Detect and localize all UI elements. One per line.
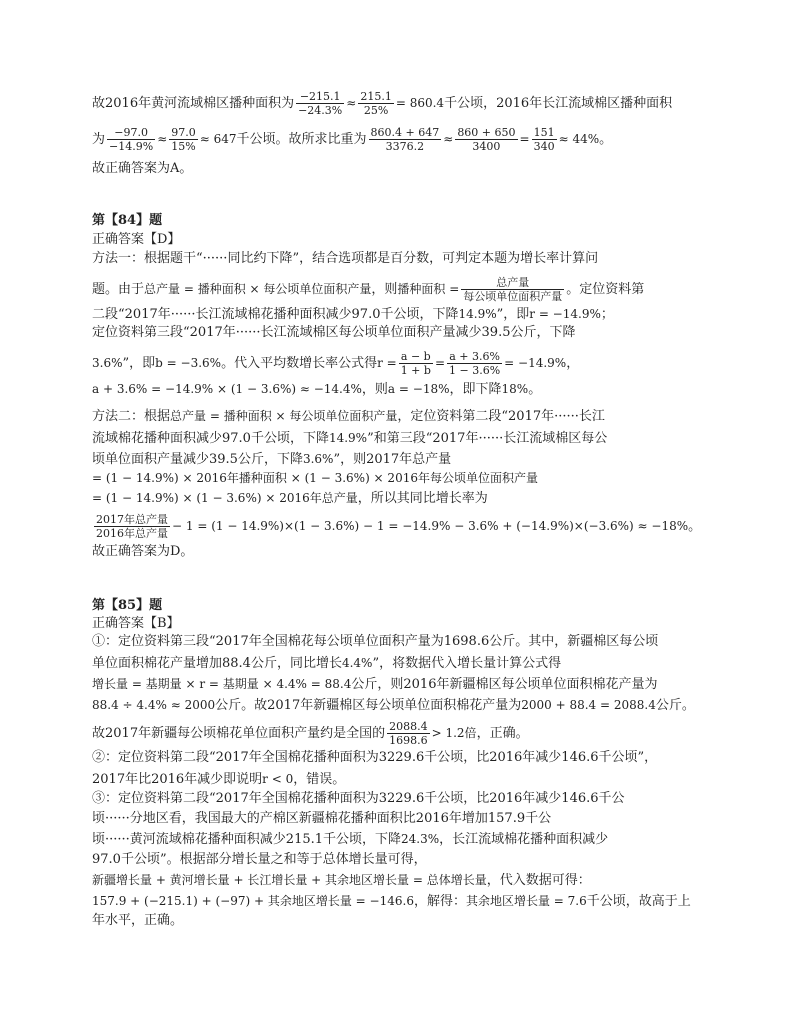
math: 播种面积 = bbox=[397, 282, 460, 296]
math: 总产量 = 播种面积 × 每公顷单位面积产量 bbox=[144, 282, 372, 296]
text: ”和第三段“2017年······长江流域棉区每公 bbox=[367, 431, 608, 446]
math: ≈ bbox=[157, 132, 168, 146]
q84-title: 第【84】题 bbox=[92, 213, 163, 228]
math: 157.9 + (−215.1) + (−97) + 其余地区增长量 = −146.6 bbox=[92, 894, 414, 908]
text: ； bbox=[600, 307, 614, 322]
text: ”，即 bbox=[496, 307, 530, 322]
fraction bbox=[387, 720, 430, 747]
fraction bbox=[107, 126, 155, 153]
q84-answer: 正确答案【D】 bbox=[92, 232, 181, 247]
math: a = −18% bbox=[387, 382, 450, 396]
text: ”，则2017年总产量 bbox=[333, 452, 452, 467]
math: 18% bbox=[501, 382, 529, 396]
numerator: 总产量 bbox=[461, 276, 564, 290]
math: 3.6% bbox=[92, 356, 123, 370]
text: 2017年比2016年减少即说明 bbox=[92, 772, 263, 787]
text: ，则 bbox=[361, 382, 388, 397]
text: 故2016年黄河流域棉区播种面积为 bbox=[92, 96, 295, 111]
math: ≈ bbox=[443, 132, 454, 146]
math: r < 0 bbox=[262, 772, 294, 786]
math: r = −14.9% bbox=[529, 307, 601, 321]
numerator: 860 + 650 bbox=[457, 126, 516, 139]
numerator: 215.1 bbox=[360, 90, 392, 103]
q84-line-12 bbox=[92, 513, 701, 540]
numerator: −97.0 bbox=[107, 126, 155, 140]
text: ，长江流域棉花播种面积减少 bbox=[439, 832, 609, 847]
numerator: 97.0 bbox=[171, 126, 196, 139]
text: ，解得： bbox=[413, 894, 466, 909]
q84-line-4: 定位资料第三段“2017年······长江流域棉区每公顷单位面积产量减少39.5公斤，下降 bbox=[92, 325, 576, 340]
numerator: a − b bbox=[399, 350, 433, 364]
numerator: 151 bbox=[533, 126, 555, 139]
q85-line-13 bbox=[92, 893, 691, 910]
q84-line-10: = (1 − 14.9%) × 2016年播种面积 × (1 − 3.6%) × 2016年每公顷单位面积产量 bbox=[92, 471, 538, 485]
text: 为 bbox=[92, 132, 106, 147]
q85-title: 第【85】题 bbox=[92, 598, 163, 613]
q85-line-9: 顷······分地区看，我国最大的产棉区新疆棉花播种面积比2016年增加157.9千公 bbox=[92, 811, 552, 826]
q84-line-8 bbox=[92, 430, 607, 447]
denominator: 15% bbox=[171, 140, 196, 153]
math: 4.4% bbox=[341, 656, 373, 670]
q84-line-6 bbox=[92, 381, 541, 398]
math: ≈ 647 bbox=[199, 132, 237, 146]
fraction bbox=[399, 350, 433, 377]
math: = (1 − 14.9%) × (1 − 3.6%) × 2016年总产量 bbox=[92, 491, 358, 505]
text: 故2017年新疆每公顷棉花单位面积产量约是全国的 bbox=[92, 726, 386, 741]
denominator: 1 − 3.6% bbox=[449, 364, 501, 377]
denominator: 每公顷单位面积产量 bbox=[463, 290, 563, 303]
text: ”，即 bbox=[122, 356, 156, 371]
q85-line-1: ①：定位资料第三段“2017年全国棉花每公顷单位面积产量为1698.6公斤。其中，新疆棉区每公顷 bbox=[92, 634, 659, 649]
math: 总产量 = 播种面积 × 每公顷单位面积产量 bbox=[170, 409, 398, 423]
math: 其余地区增长量 = 7.6 bbox=[465, 894, 587, 908]
math: r = bbox=[377, 356, 397, 370]
numerator: 860.4 + 647 bbox=[370, 126, 440, 139]
text: 公斤。故2017年新疆棉区每公顷单位面积棉花产量为 bbox=[215, 698, 522, 713]
q84-line-3 bbox=[92, 306, 614, 323]
math: 88.4 ÷ 4.4% ≈ 2000 bbox=[92, 698, 216, 712]
math: 2000 + 88.4 = 2088.4 bbox=[521, 698, 656, 712]
text: 流域棉花播种面积减少97.0千公顷，下降 bbox=[92, 431, 329, 446]
denominator: −24.3% bbox=[298, 104, 343, 117]
q84-line-11 bbox=[92, 490, 488, 507]
text: 。 bbox=[688, 519, 702, 534]
text: 顷······黄河流域棉花播种面积减少215.1千公顷，下降 bbox=[92, 832, 402, 847]
math: 14.9% bbox=[458, 307, 497, 321]
denominator: 1698.6 bbox=[389, 734, 428, 747]
fraction bbox=[369, 126, 442, 153]
p1-line-1 bbox=[92, 90, 672, 117]
q85-line-2 bbox=[92, 655, 561, 672]
p1-line-2: 为 $\frac{-97.0}{-14.9\%}$ ≈ $\frac{97.0}{15\%}$ ≈ 647千公顷。故所求比重为 $\frac{860.4 + 647}{3376.2}$ ≈ $\frac{860 + 650}{3400}$ = $\frac{151}{340}$ ≈ 44%。 bbox=[92, 126, 613, 153]
text: 二段“2017年······长江流域棉花播种面积减少97.0千公顷，下降 bbox=[92, 307, 459, 322]
q85-line-12 bbox=[92, 872, 591, 889]
text: 公斤，则2016年新疆棉区每公顷单位面积棉花产量为 bbox=[351, 677, 658, 692]
text: 。代入平均数增长率公式得 bbox=[221, 356, 378, 371]
text: 题。由于 bbox=[92, 282, 145, 297]
math: b = −3.6% bbox=[155, 356, 222, 370]
text: ，正确。 bbox=[476, 726, 529, 741]
math: − 1 = (1 − 14.9%)×(1 − 3.6%) − 1 = −14.9% − 3.6% + (−14.9%)×(−3.6%) ≈ −18% bbox=[172, 519, 689, 533]
text: 千公顷，2016年长江流域棉区播种面积 bbox=[444, 96, 673, 111]
fraction bbox=[532, 126, 557, 153]
text: 。 bbox=[599, 132, 613, 147]
fraction bbox=[447, 350, 502, 377]
q85-line-6: ②：定位资料第二段“2017年全国棉花播种面积为3229.6千公顷，比2016年减少146.6千公顷”， bbox=[92, 750, 658, 765]
numerator: −215.1 bbox=[296, 90, 344, 104]
text: ，则 bbox=[371, 282, 398, 297]
text: ， bbox=[566, 356, 580, 371]
text: 公斤。 bbox=[655, 698, 695, 713]
math: 3.6% bbox=[302, 452, 334, 466]
text: 千公顷，故高于上 bbox=[586, 894, 691, 909]
fraction bbox=[358, 90, 394, 117]
q85-line-5 bbox=[92, 720, 529, 747]
numerator: a + 3.6% bbox=[447, 350, 502, 364]
text: ”，将数据代入增长量计算公式得 bbox=[372, 656, 562, 671]
numerator: 2017年总产量 bbox=[96, 513, 168, 526]
q85-conclusion: 年水平，正确。 bbox=[92, 913, 184, 928]
text: 千公顷。故所求比重为 bbox=[236, 132, 367, 147]
q84-line-5: 3.6%”，即b = −3.6%。代入平均数增长率公式得r = $\frac{a - b}{1 + b}$ = $\frac{a + 3.6\%}{1 - 3.6\%}$ = −14.9%， bbox=[92, 350, 580, 377]
math: 新疆增长量 + 黄河增长量 + 长江增长量 + 其余地区增长量 = 总体增长量 bbox=[92, 873, 487, 887]
text: 顷单位面积产量减少39.5公斤，下降 bbox=[92, 452, 303, 467]
math: 24.3% bbox=[401, 832, 440, 846]
q84-line-2 bbox=[92, 276, 644, 303]
math: a + 3.6% = −14.9% × (1 − 3.6%) ≈ −14.4% bbox=[92, 382, 362, 396]
text: 。 bbox=[528, 382, 542, 397]
denominator: 25% bbox=[363, 104, 389, 117]
text: 单位面积棉花产量增加88.4公斤，同比增长 bbox=[92, 656, 342, 671]
math: = 860.4 bbox=[395, 96, 445, 110]
numerator: 2088.4 bbox=[389, 720, 428, 733]
text: 方法二：根据 bbox=[92, 409, 171, 424]
denominator: 3376.2 bbox=[385, 140, 425, 153]
q84-conclusion: 故正确答案为D。 bbox=[92, 544, 194, 559]
math: = −14.9% bbox=[504, 356, 567, 370]
math: ≈ 44% bbox=[558, 132, 600, 146]
denominator: 1 + b bbox=[400, 364, 431, 377]
text: ，错误。 bbox=[293, 772, 346, 787]
q85-line-8: ③：定位资料第二段“2017年全国棉花播种面积为3229.6千公顷，比2016年减少146.6千公 bbox=[92, 791, 625, 806]
math: 14.9% bbox=[328, 431, 368, 445]
text: ，即下降 bbox=[449, 382, 502, 397]
math: 增长量 = 基期量 × r = 基期量 × 4.4% = 88.4 bbox=[92, 677, 352, 691]
fraction bbox=[455, 126, 517, 153]
denominator: 340 bbox=[533, 140, 555, 153]
fraction bbox=[94, 513, 170, 540]
text: ，代入数据可得： bbox=[486, 873, 591, 888]
text: 。定位资料第 bbox=[566, 282, 645, 297]
fraction bbox=[169, 126, 198, 153]
q85-line-3 bbox=[92, 676, 657, 693]
q84-line-1: 方法一：根据题干“······同比约下降”，结合选项都是百分数，可判定本题为增长率计算问 bbox=[92, 251, 599, 266]
q84-line-7 bbox=[92, 408, 605, 425]
q85-line-11: 97.0千公顷”。根据部分增长量之和等于总体增长量可得， bbox=[92, 852, 427, 867]
fraction bbox=[296, 90, 344, 117]
q85-line-4 bbox=[92, 697, 695, 714]
math: ≈ bbox=[346, 96, 357, 110]
text: ，所以其同比增长率为 bbox=[357, 491, 488, 506]
denominator: 2016年总产量 bbox=[96, 527, 168, 540]
p1-conclusion: 故正确答案为A。 bbox=[92, 161, 193, 176]
text: ，定位资料第二段“2017年······长江 bbox=[397, 409, 605, 424]
q85-line-10 bbox=[92, 831, 608, 848]
q84-line-9 bbox=[92, 451, 451, 468]
math: > 1.2倍 bbox=[431, 726, 477, 740]
q85-answer: 正确答案【B】 bbox=[92, 616, 180, 631]
denominator: −14.9% bbox=[109, 140, 154, 153]
denominator: 3400 bbox=[472, 140, 501, 153]
fraction bbox=[461, 276, 564, 303]
q85-line-7 bbox=[92, 771, 345, 788]
